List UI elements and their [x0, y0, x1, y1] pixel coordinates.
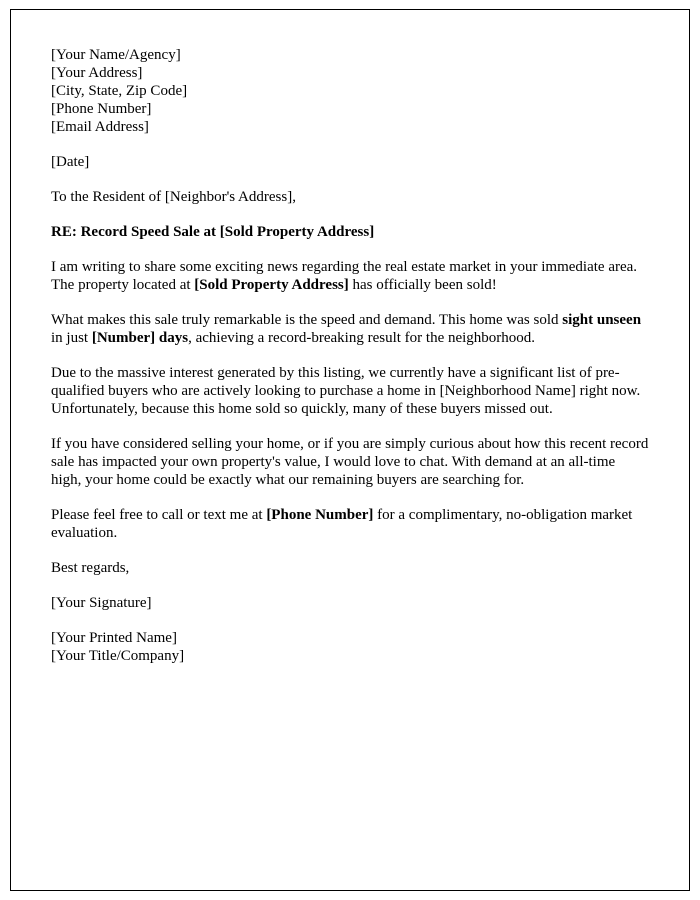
text-segment: for a complimentary, no-obligation market evaluation. — [51, 507, 633, 541]
text-segment: Best regards, — [51, 560, 130, 576]
text-line: [City, State, Zip Code] — [51, 83, 188, 99]
text-segment: in just — [51, 330, 92, 346]
text-segment: Please feel free to call or text me at — [51, 507, 267, 523]
body-paragraph-3 — [51, 364, 649, 418]
placeholder-emphasis-segment: [Sold Property Address] — [194, 277, 349, 293]
text-segment: To the Resident of [Neighbor's Address], — [51, 189, 296, 205]
subject-line — [51, 223, 649, 241]
placeholder-emphasis-segment: [Phone Number] — [266, 507, 374, 523]
body-paragraph-2 — [51, 311, 649, 347]
text-line: [Your Address] — [51, 65, 143, 81]
text-segment: If you have considered selling your home, or if you are simply curious about how this recent record sale has impacted your own property's value, I would love to chat. With demand at an all-time high, your home could be exactly what our remaining buyers are searching for. — [51, 436, 649, 488]
body-paragraph-5 — [51, 506, 649, 542]
letter-border-frame — [10, 9, 690, 891]
body-paragraph-1 — [51, 258, 649, 294]
text-line: [Your Printed Name] — [51, 630, 177, 646]
text-segment: Due to the massive interest generated by this listing, we currently have a significant list of pre-qualified buyers who are actively looking to purchase a home in [Neighborhood Name] right now. Unfortunately, because this home sold so quickly, many of these buyers missed out. — [51, 365, 641, 417]
text-segment: [Your Signature] — [51, 595, 152, 611]
text-segment: I am writing to share some exciting news regarding the real estate market in your immediate area. The property located at — [51, 259, 638, 293]
recipient-salutation — [51, 188, 649, 206]
sender-address-block — [51, 46, 649, 136]
text-line: [Your Name/Agency] — [51, 47, 181, 63]
placeholder-emphasis-segment: [Number] days — [91, 330, 189, 346]
signoff-block — [51, 629, 649, 665]
text-line: [Email Address] — [51, 119, 149, 135]
text-segment: has officially been sold! — [348, 277, 497, 293]
text-line: [Your Title/Company] — [51, 648, 185, 664]
text-segment: , achieving a record-breaking result for the neighborhood. — [188, 330, 536, 346]
text-segment: What makes this sale truly remarkable is the speed and demand. This home was sold — [51, 312, 563, 328]
signature-line — [51, 594, 649, 612]
placeholder-emphasis-segment: RE: Record Speed Sale at [Sold Property Address] — [51, 224, 375, 240]
placeholder-emphasis-segment: sight unseen — [562, 312, 642, 328]
text-segment: [Date] — [51, 154, 90, 170]
date-line — [51, 153, 649, 171]
letter-body — [51, 46, 649, 665]
body-paragraph-4 — [51, 435, 649, 489]
closing-line — [51, 559, 649, 577]
text-line: [Phone Number] — [51, 101, 152, 117]
